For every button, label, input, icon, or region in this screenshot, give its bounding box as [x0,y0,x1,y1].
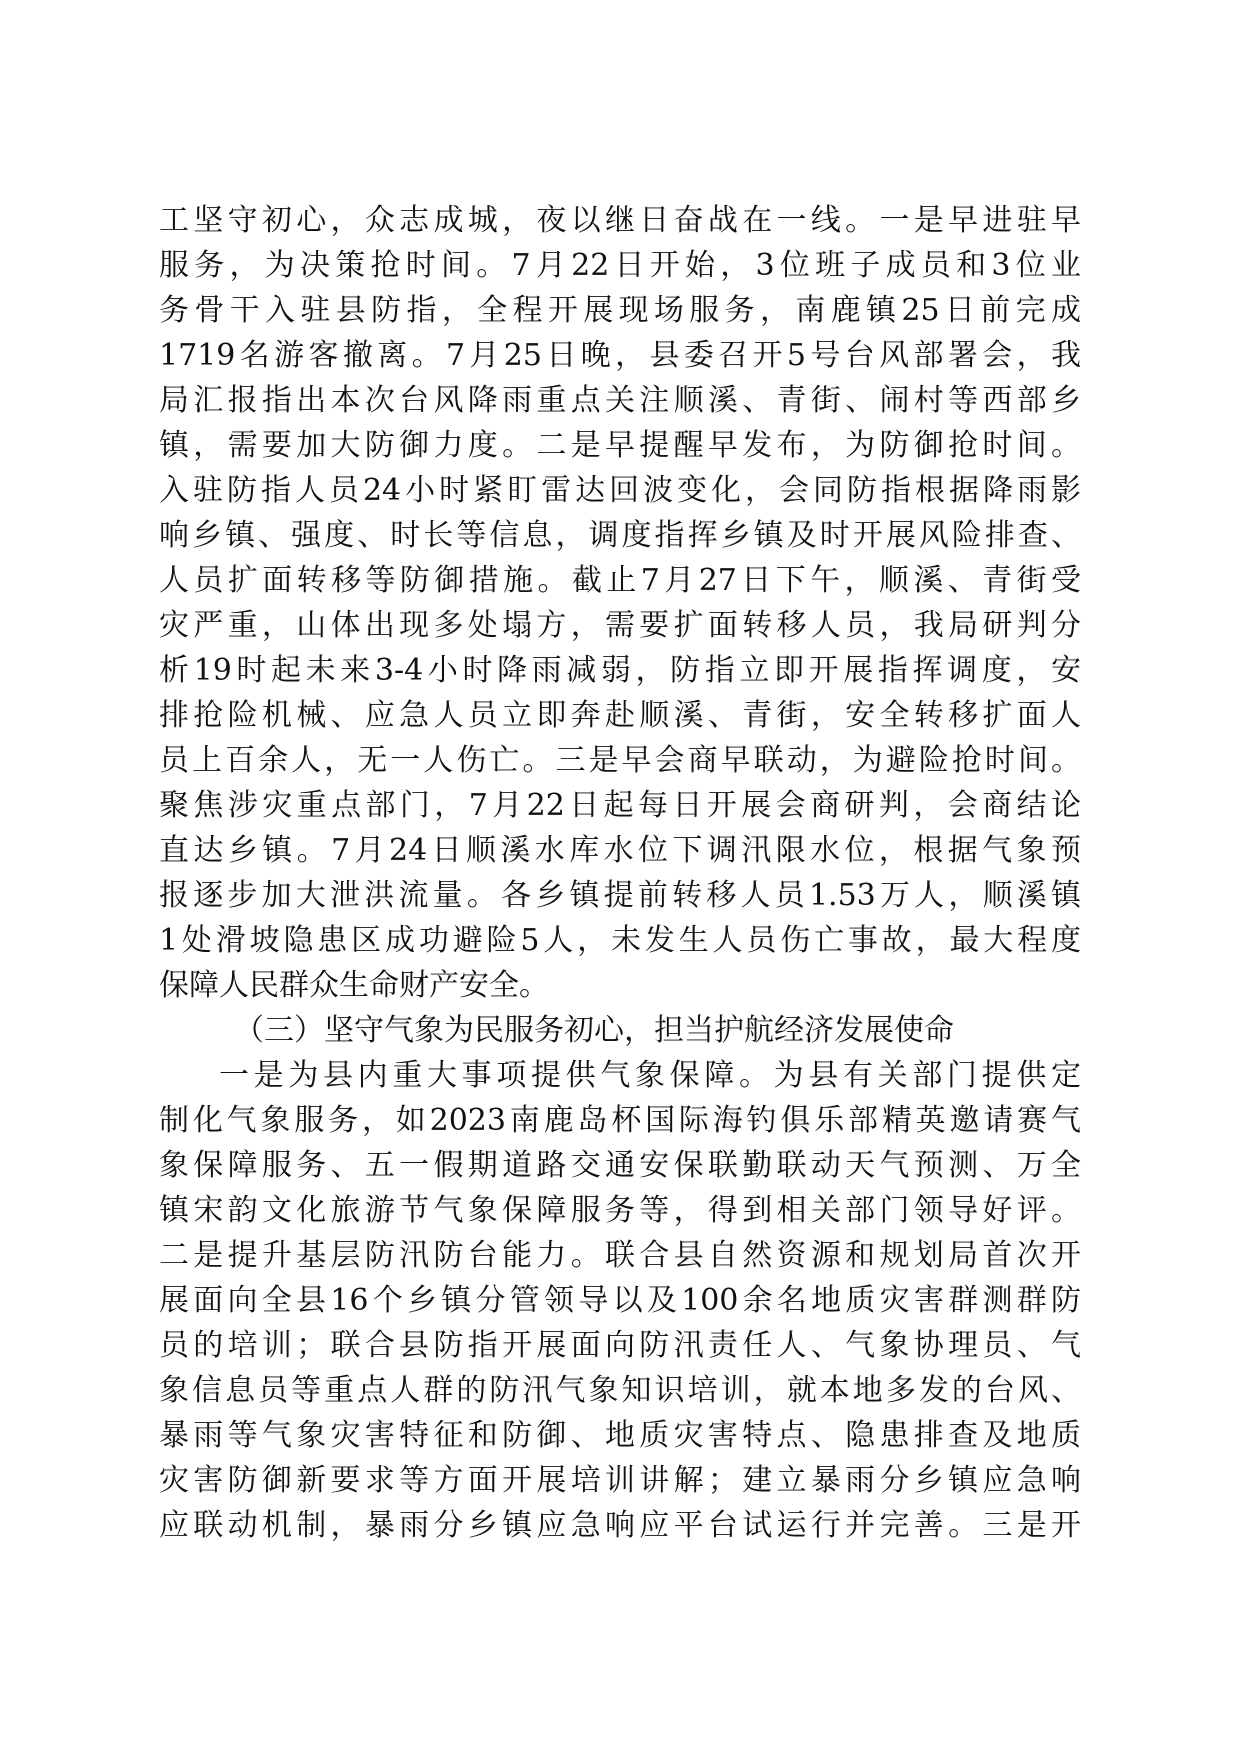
text-line: 制化气象服务，如2023南鹿岛杯国际海钓俱乐部精英邀请赛气 [159,1103,1081,1138]
text-line: 1719名游客撤离。7月25日晚，县委召开5号台风部署会，我 [159,338,1081,373]
text-line: 务骨干入驻县防指，全程开展现场服务，南鹿镇25日前完成 [159,293,1081,328]
text-line: 析19时起未来3-4小时降雨减弱，防指立即开展指挥调度，安 [159,653,1081,688]
text-line: 保障人民群众生命财产安全。 [159,968,549,1003]
text-line: 服务，为决策抢时间。7月22日开始，3位班子成员和3位业 [159,248,1081,283]
body-text [159,198,1081,1548]
text-line: 二是提升基层防汛防台能力。联合县自然资源和规划局首次开 [159,1238,1081,1273]
text-line: 员的培训；联合县防指开展面向防汛责任人、气象协理员、气 [159,1328,1081,1363]
text-line: 象保障服务、五一假期道路交通安保联勤联动天气预测、万全 [159,1148,1081,1183]
text-line: 暴雨等气象灾害特征和防御、地质灾害特点、隐患排查及地质 [159,1418,1081,1453]
text-line: 人员扩面转移等防御措施。截止7月27日下午，顺溪、青街受 [159,563,1081,598]
text-line: 一是为县内重大事项提供气象保障。为县有关部门提供定 [219,1058,1081,1093]
text-line: 直达乡镇。7月24日顺溪水库水位下调汛限水位，根据气象预 [159,833,1081,868]
text-line: 灾严重，山体出现多处塌方，需要扩面转移人员，我局研判分 [159,608,1081,643]
text-line: 1处滑坡隐患区成功避险5人，未发生人员伤亡事故，最大程度 [159,923,1081,958]
text-line: 镇宋韵文化旅游节气象保障服务等，得到相关部门领导好评。 [159,1193,1081,1228]
text-line: 工坚守初心，众志成城，夜以继日奋战在一线。一是早进驻早 [159,203,1081,238]
text-line: 入驻防指人员24小时紧盯雷达回波变化，会同防指根据降雨影 [159,473,1081,508]
text-line: 展面向全县16个乡镇分管领导以及100余名地质灾害群测群防 [159,1283,1081,1318]
text-line: 员上百余人，无一人伤亡。三是早会商早联动，为避险抢时间。 [159,743,1081,778]
text-line: 象信息员等重点人群的防汛气象知识培训，就本地多发的台风、 [159,1373,1081,1408]
text-line: 报逐步加大泄洪流量。各乡镇提前转移人员1.53万人，顺溪镇 [159,878,1081,913]
text-line: 应联动机制，暴雨分乡镇应急响应平台试运行并完善。三是开 [159,1508,1081,1543]
text-line: 镇，需要加大防御力度。二是早提醒早发布，为防御抢时间。 [159,428,1081,463]
text-line: 局汇报指出本次台风降雨重点关注顺溪、青街、闹村等西部乡 [159,383,1081,418]
text-line: 聚焦涉灾重点部门，7月22日起每日开展会商研判，会商结论 [159,788,1081,823]
text-line: 排抢险机械、应急人员立即奔赴顺溪、青街，安全转移扩面人 [159,698,1081,733]
text-line: 灾害防御新要求等方面开展培训讲解；建立暴雨分乡镇应急响 [159,1463,1081,1498]
text-line: 响乡镇、强度、时长等信息，调度指挥乡镇及时开展风险排查、 [159,518,1081,553]
section-heading: （三）坚守气象为民服务初心，担当护航经济发展使命 [234,1013,954,1048]
